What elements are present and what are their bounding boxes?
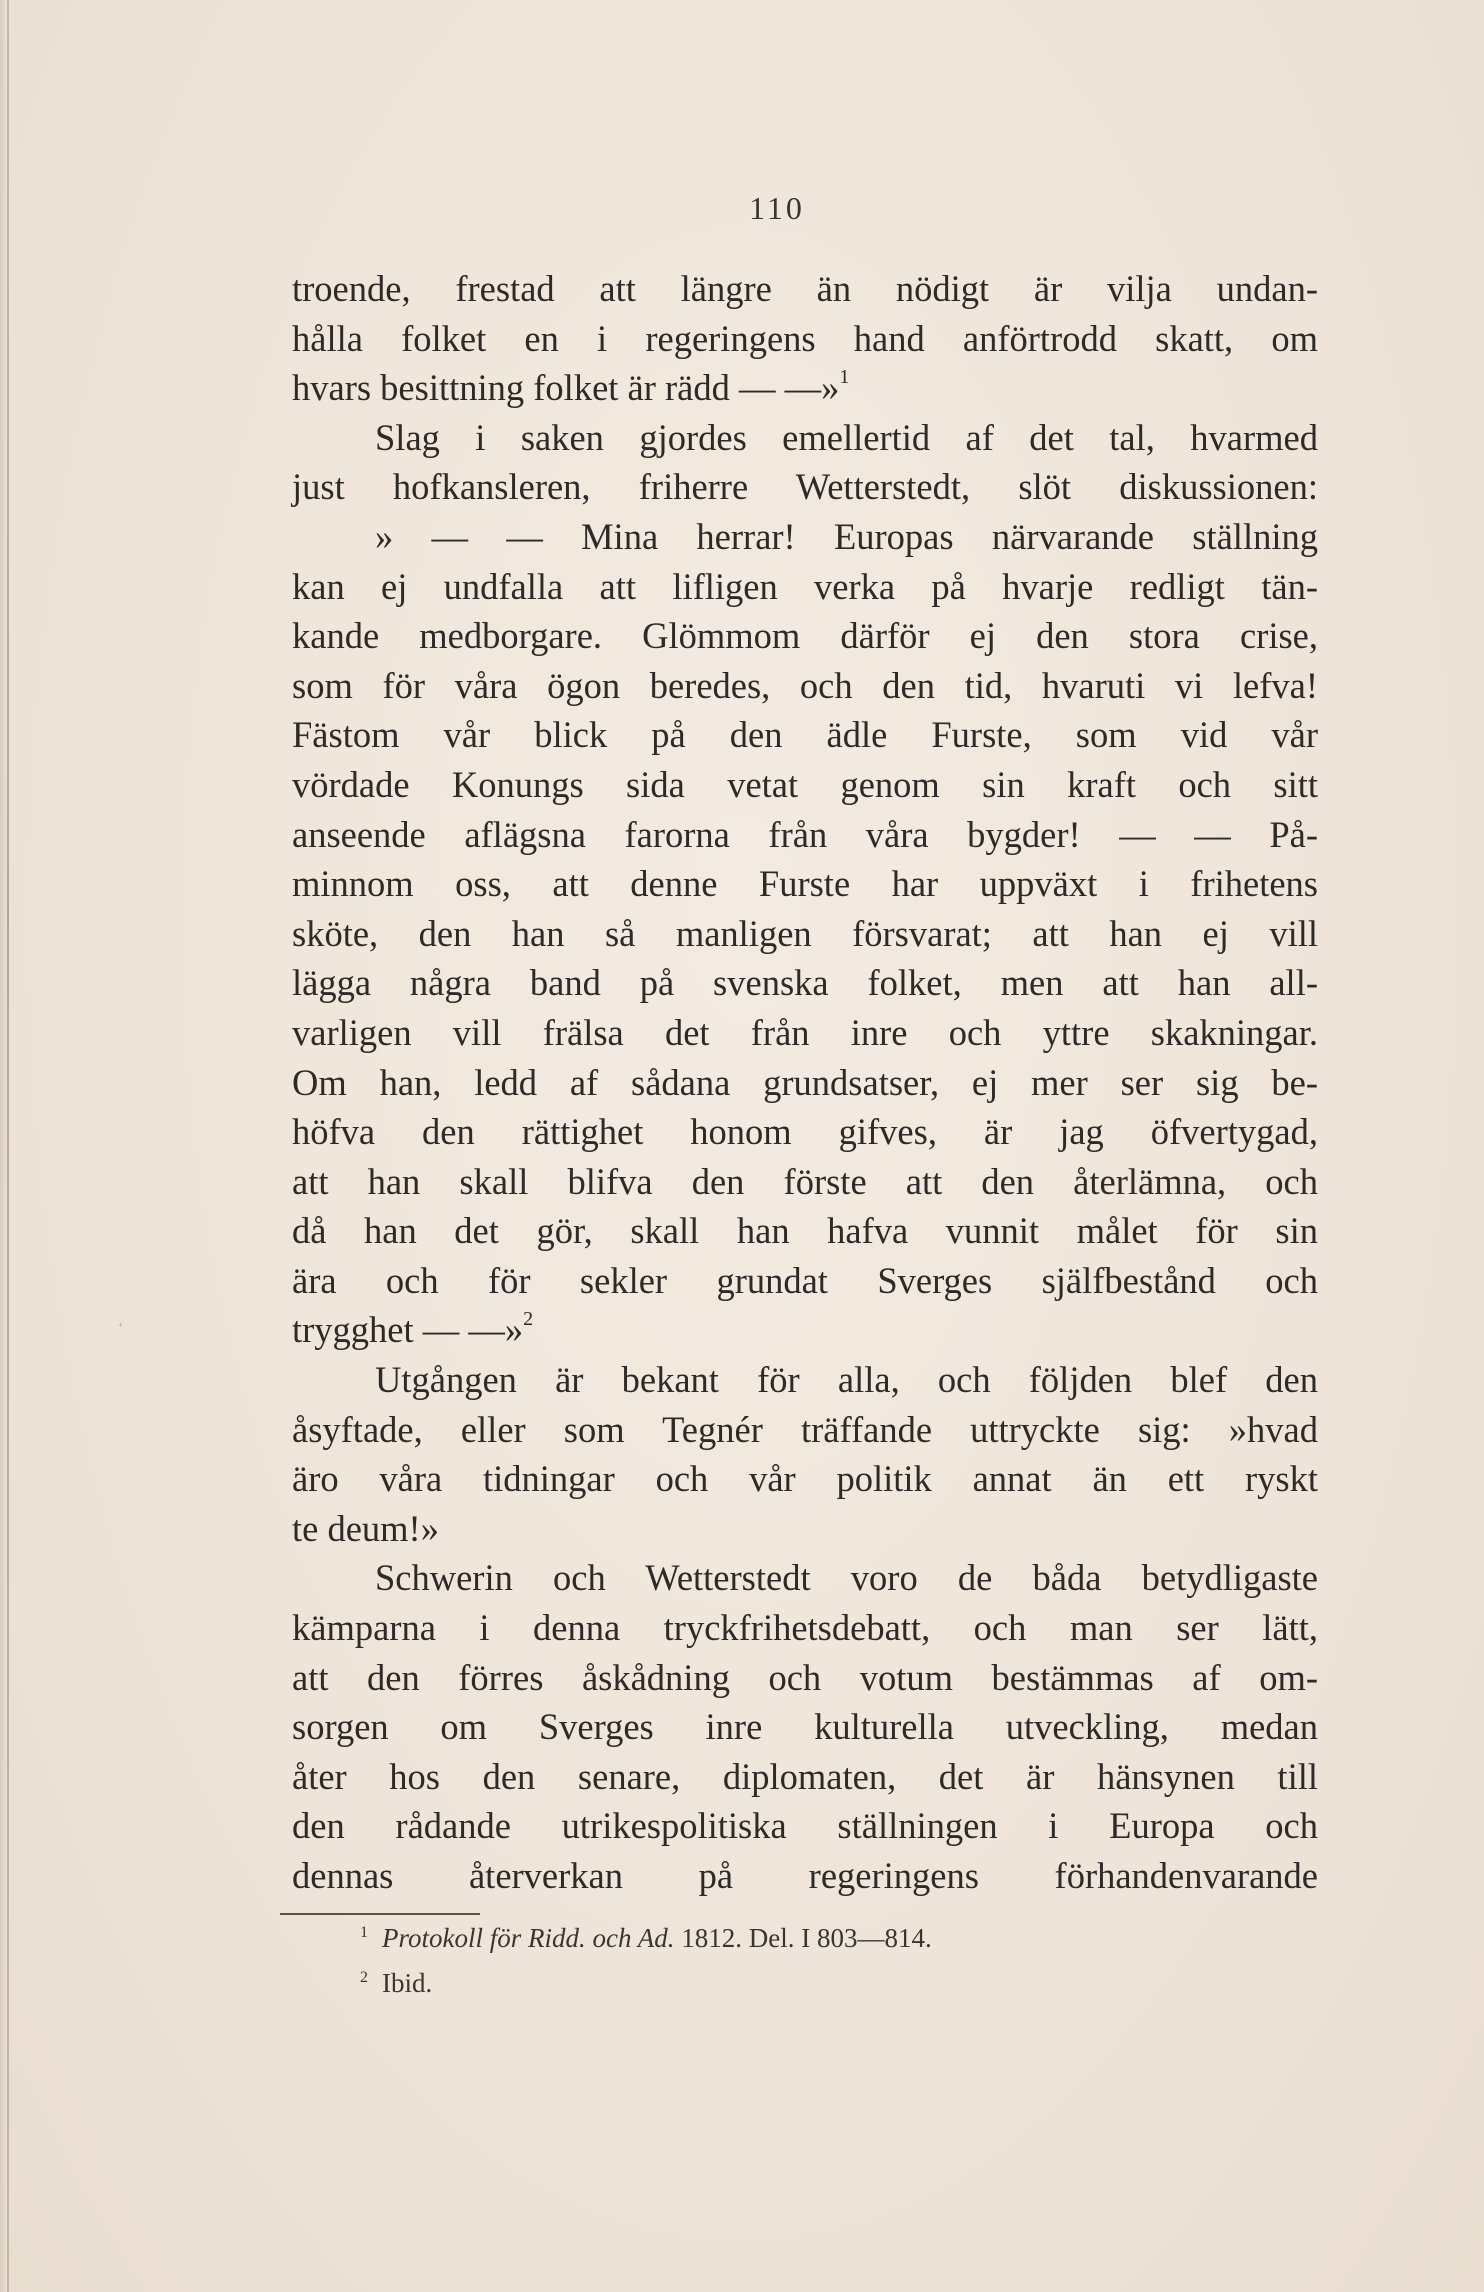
line-text: sköte, den han så manligen försvarat; att han ej vill — [292, 912, 1318, 954]
text-line — [292, 760, 1318, 810]
footnote-number: 2 — [360, 1969, 368, 1986]
text-line — [292, 413, 1318, 463]
text-line — [292, 1058, 1318, 1108]
footnote-text: Ibid. — [382, 1968, 433, 1998]
line-text: åter hos den senare, diplomaten, det är hänsynen till — [292, 1755, 1318, 1797]
footnote — [360, 1963, 1260, 2008]
line-text: åsyftade, eller som Tegnér träffande uttryckte sig: »hvad — [292, 1408, 1318, 1450]
text-line — [292, 810, 1318, 860]
line-text: Utgången är bekant för alla, och följden blef den — [375, 1359, 1318, 1401]
page-edge-shadow — [0, 0, 7, 2292]
line-text: » — — Mina herrar! Europas närvarande ställning — [375, 515, 1318, 557]
text-line — [292, 1355, 1318, 1405]
footnote-reference: 2 — [523, 1308, 534, 1331]
footnote — [360, 1918, 1260, 1963]
text-line — [292, 264, 1318, 314]
line-text: att den förres åskådning och votum bestämmas af om- — [292, 1656, 1318, 1698]
line-text: då han det gör, skall han hafva vunnit målet för sin — [292, 1210, 1318, 1252]
text-line — [292, 1851, 1318, 1901]
line-text: äro våra tidningar och vår politik annat än ett ryskt — [292, 1458, 1318, 1500]
text-line — [292, 1702, 1318, 1752]
page-binding-edge — [7, 0, 9, 2292]
body-text — [292, 264, 1318, 1901]
line-text: Schwerin och Wetterstedt voro de båda betydligaste — [375, 1557, 1318, 1599]
line-text: Om han, ledd af sådana grundsatser, ej mer ser sig be- — [292, 1061, 1318, 1103]
line-text: te deum!» — [292, 1507, 439, 1549]
page-number: 110 — [749, 190, 805, 226]
line-text: höfva den rättighet honom gifves, är jag öfvertygad, — [292, 1111, 1318, 1153]
footnote-number: 1 — [360, 1924, 368, 1941]
line-text: Slag i saken gjordes emellertid af det tal, hvarmed — [375, 416, 1318, 458]
text-line — [292, 1008, 1318, 1058]
text-line — [292, 512, 1318, 562]
line-text: sorgen om Sverges inre kulturella utveckling, medan — [292, 1706, 1318, 1748]
text-line — [292, 1107, 1318, 1157]
text-line — [292, 859, 1318, 909]
line-text: Fästom vår blick på den ädle Furste, som vid vår — [292, 714, 1318, 756]
line-text: just hofkansleren, friherre Wetterstedt, slöt diskussionen: — [292, 466, 1318, 508]
line-text: minnom oss, att denne Furste har uppväxt i frihetens — [292, 863, 1318, 905]
footnote-reference: 1 — [839, 366, 850, 389]
ink-mark: ʻ — [118, 1320, 124, 1337]
line-text: lägga några band på svenska folket, men att han all- — [292, 962, 1318, 1004]
text-line — [292, 1801, 1318, 1851]
line-text: ära och för sekler grundat Sverges själfbestånd och — [292, 1259, 1318, 1301]
line-text: vördade Konungs sida vetat genom sin kraft och sitt — [292, 763, 1318, 805]
line-text: troende, frestad att längre än nödigt är vilja undan- — [292, 268, 1318, 309]
text-line — [292, 1157, 1318, 1207]
text-line — [292, 1206, 1318, 1256]
text-line — [292, 1256, 1318, 1306]
line-text: kan ej undfalla att lifligen verka på hvarje redligt tän- — [292, 565, 1318, 607]
text-line — [292, 1553, 1318, 1603]
line-text: dennas återverkan på regeringens förhandenvarande — [292, 1855, 1318, 1896]
line-text: trygghet — —» — [292, 1309, 524, 1351]
text-line — [292, 1603, 1318, 1653]
text-line — [292, 958, 1318, 1008]
footnote-text: 1812. Del. I 803—814. — [674, 1923, 932, 1953]
line-text: som för våra ögon beredes, och den tid, hvaruti vi lefva! — [292, 664, 1318, 706]
text-line — [292, 710, 1318, 760]
text-line — [292, 1653, 1318, 1703]
line-text: kämparna i denna tryckfrihetsdebatt, och man ser lätt, — [292, 1607, 1318, 1649]
line-text: hvars besittning folket är rädd — —» — [292, 367, 840, 409]
text-line — [292, 1305, 1318, 1355]
footnote-divider — [280, 1913, 480, 1915]
text-line — [292, 1504, 1318, 1554]
text-line — [292, 562, 1318, 612]
text-line — [292, 1752, 1318, 1802]
text-line — [292, 1405, 1318, 1455]
text-line — [292, 462, 1318, 512]
footnotes — [360, 1918, 1260, 2008]
text-line — [292, 909, 1318, 959]
text-line — [292, 314, 1318, 364]
text-line — [292, 1454, 1318, 1504]
line-text: varligen vill frälsa det från inre och yttre skakningar. — [292, 1011, 1318, 1053]
line-text: anseende aflägsna farorna från våra bygder! — — På- — [292, 813, 1318, 855]
line-text: den rådande utrikespolitiska ställningen i Europa och — [292, 1805, 1318, 1847]
line-text: att han skall blifva den förste att den återlämna, och — [292, 1160, 1318, 1202]
line-text: hålla folket en i regeringens hand anförtrodd skatt, om — [292, 317, 1318, 359]
text-line — [292, 661, 1318, 711]
text-line — [292, 363, 1318, 413]
text-line — [292, 611, 1318, 661]
footnote-source-title: Protokoll för Ridd. och Ad. — [382, 1923, 675, 1953]
line-text: kande medborgare. Glömmom därför ej den stora crise, — [292, 615, 1318, 657]
